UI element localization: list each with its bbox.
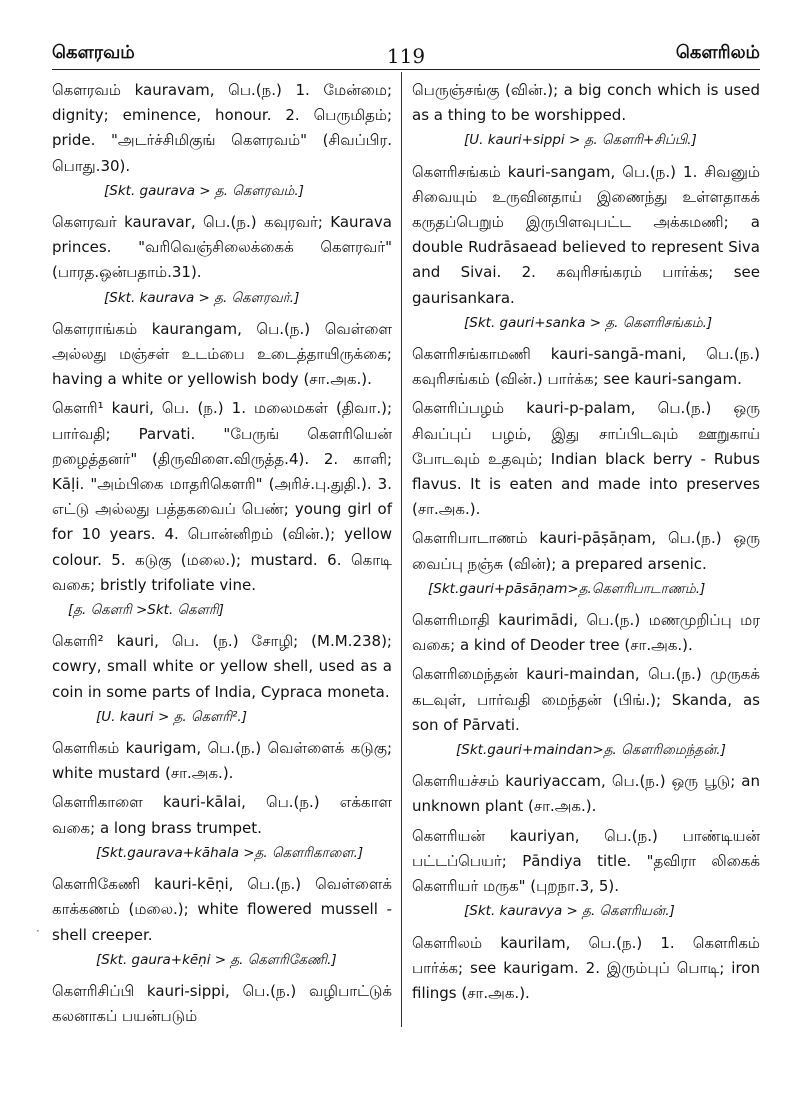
right-column	[412, 78, 760, 1010]
entry-text: கௌரிமாதி kaurimādi, பெ.(ந.) மணமுறிப்பு மர வகை; a kind of Deoder tree (சா.அக.).	[412, 611, 760, 655]
entry-kauri-sangam	[412, 160, 760, 336]
entry-etymology: [Skt. kaurava > த. கௌரவர்.]	[104, 289, 300, 306]
entry-etymology: [Skt. gaura+kēṇi > த. கௌரிகேணி.]	[96, 951, 337, 968]
entry-text: கௌரிசங்காமணி kauri-sangā-mani, பெ.(ந.) கவுரிசங்கம் (வின்.) பார்க்க; see kauri-sangam.	[412, 345, 760, 389]
entry-text: கௌரி¹ kauri, பெ. (ந.) 1. மலைமகள் (திவா.); பார்வதி; Parvati. "பேருங் கௌரியென் றழைத்தனர்" (திருவிளை.விருத்த.4). 2. காளி; Kāḷi. "அம்பிகை மாதரிகௌரி" (அரிச்.பு.துதி.). 3. எட்டு அல்லது பத்தகவைப் பெண்; young girl of for 10 years. 4. பொன்னிறம் (வின்.); yellow colour. 5. கடுகு (மலை.); mustard. 6. கொடி வகை; bristly trifoliate vine.	[52, 399, 392, 594]
header-right-guide-word: கௌரிலம்	[675, 42, 760, 63]
entry-kaurimadi	[412, 608, 760, 658]
entry-text: கௌரிசங்கம் kauri-sangam, பெ.(ந.) 1. சிவனும் சிவையும் உருவினதாய் இணைந்து உள்ளதாகக் கருதப்பெறும் இருபிளவுபட்ட அக்கமணி; a double Rudrāsaead believed to represent Siva and Sivai. 2. கவுரிசங்கரம் பார்க்க; see gaurisankara.	[412, 162, 760, 307]
entry-kauri-keni	[52, 872, 392, 973]
entry-kaurigam	[52, 736, 392, 786]
entry-kauri-sippi-continued	[412, 78, 760, 154]
entry-etymology: [Skt. gauri+sanka > த. கௌரிசங்கம்.]	[464, 314, 713, 331]
entry-text: பெருஞ்சங்கு (வின்.); a big conch which is used as a thing to be worshipped.	[412, 81, 760, 125]
entry-text: கௌரிபாடாணம் kauri-pāṣāṇam, பெ.(ந.) ஒரு வைப்பு நஞ்சு (வின்); a prepared arsenic.	[412, 529, 760, 573]
entry-etymology: [U. kauri+sippi > த. கௌரி+சிப்பி.]	[464, 132, 697, 149]
entry-kauravar	[52, 210, 392, 311]
entry-kaurilam	[412, 931, 760, 1007]
entry-etymology: [Skt. kauravya > த. கௌரியன்.]	[464, 903, 675, 920]
entry-text: கௌரி² kauri, பெ. (ந.) சோழி; (M.M.238); cowry, small white or yellow shell, used as a coin in some parts of India, Cypraca moneta.	[52, 632, 392, 701]
entry-text: கௌரிலம் kaurilam, பெ.(ந.) 1. கௌரிகம் பார்க்க; see kaurigam. 2. இரும்புப் பொடி; iron filings (சா.அக.).	[412, 933, 760, 1002]
page-header	[52, 42, 760, 72]
entry-etymology: [த. கௌரி >Skt. கௌரி]	[68, 602, 224, 619]
entry-etymology: [Skt.gauri+maindan>த. கௌரிமைந்தன்.]	[456, 742, 726, 759]
entry-etymology: [Skt.gauri+pāsāṇam>த.கௌரிபாடாணம்.]	[428, 580, 706, 597]
page-number: 119	[386, 44, 426, 68]
entry-text: கௌரிப்பழம் kauri-p-palam, பெ.(ந.) ஒரு சிவப்புப் பழம், இது சாப்பிடவும் ஊறுகாய் போடவும் உதவும்; Indian black berry - Rubus flavus. It is eaten and made into preserves (சா.அக.).	[412, 399, 760, 519]
entry-kauri-maindan	[412, 662, 760, 763]
column-divider	[401, 72, 402, 1027]
entry-kauri-1	[52, 396, 392, 623]
entry-text: கௌரவர் kauravar, பெ.(ந.) கவுரவர்; Kaurava princes. "வரிவெஞ்சிலைக்கைக் கௌரவர்" (பாரத.ஒன்பதாம்.31).	[52, 213, 392, 282]
entry-kauri-p-palam	[412, 396, 760, 522]
entry-kauri-sanga-mani	[412, 342, 760, 392]
entry-text: கௌரிமைந்தன் kauri-maindan, பெ.(ந.) முருகக் கடவுள், பார்வதி மைந்தன் (பிங்.); Skanda, as son of Pārvati.	[412, 665, 760, 734]
entry-kaurangam	[52, 317, 392, 393]
entry-text: கௌரவம் kauravam, பெ.(ந.) 1. மேன்மை; dignity; eminence, honour. 2. பெருமிதம்; pride. "அடர்ச்சிமிகுங் கௌரவம்" (சிவப்பிர. பொது.30).	[52, 81, 392, 175]
entry-etymology: [Skt.gaurava+kāhala >த. கௌரிகாளை.]	[96, 844, 364, 861]
entry-text: கௌரிகம் kaurigam, பெ.(ந.) வெள்ளைக் கடுகு; white mustard (சா.அக.).	[52, 739, 392, 783]
entry-kauri-2	[52, 629, 392, 730]
entry-kauri-pasanam	[412, 526, 760, 602]
entry-text: கௌரிகாளை kauri-kālai, பெ.(ந.) எக்காள வகை; a long brass trumpet.	[52, 793, 392, 837]
entry-text: கௌரிகேணி kauri-kēṇi, பெ.(ந.) வெள்ளைக் காக்கணம் (மலை.); white flowered mussell - shell creeper.	[52, 875, 392, 944]
entry-text: கௌரியன் kauriyan, பெ.(ந.) பாண்டியன் பட்டப்பெயர்; Pāndiya title. "தவிரா லிகைக் கௌரியர் மருக" (புறநா.3, 5).	[412, 826, 760, 896]
entry-kauri-sippi	[52, 979, 392, 1029]
entry-text: கௌரியச்சம் kauriyaccam, பெ.(ந.) ஒரு பூடு; an unknown plant (சா.அக.).	[412, 772, 760, 816]
entry-text: கௌரிசிப்பி kauri-sippi, பெ.(ந.) வழிபாட்டுக் கலனாகப் பயன்படும்	[52, 981, 392, 1026]
entry-kauri-kalai	[52, 790, 392, 866]
entry-kauravam	[52, 78, 392, 204]
margin-scan-mark: ·	[36, 924, 40, 938]
left-column	[52, 78, 392, 1033]
entry-kauriyan	[412, 824, 760, 925]
entry-kauriyaccam	[412, 769, 760, 819]
header-left-guide-word: கௌரவம்	[52, 42, 135, 63]
header-rule	[52, 69, 760, 70]
entry-text: கௌராங்கம் kaurangam, பெ.(ந.) வெள்ளை அல்லது மஞ்சள் உடம்பை உடைத்தாயிருக்கை; having a white or yellowish body (சா.அக.).	[52, 319, 392, 389]
entry-etymology: [Skt. gaurava > த. கௌரவம்.]	[104, 182, 304, 199]
entry-etymology: [U. kauri > த. கௌரி².]	[96, 708, 247, 725]
